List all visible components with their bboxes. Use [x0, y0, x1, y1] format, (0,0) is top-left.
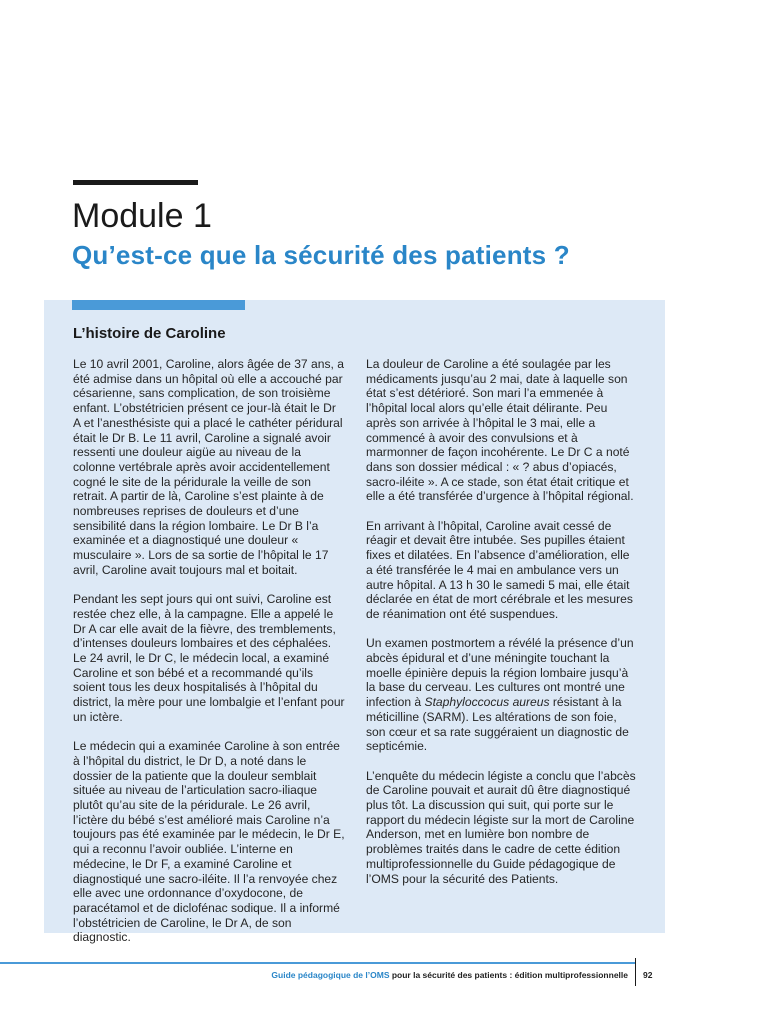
- footer-divider: [635, 958, 636, 986]
- module-title: Qu’est-ce que la sécurité des patients ?: [72, 240, 570, 270]
- footer-running-title: [271, 969, 628, 981]
- header-rule: [73, 180, 198, 185]
- story-paragraph: La douleur de Caroline a été soulagée par les médicaments jusqu’au 2 mai, date à laquelle son état s’est détérioré. Son mari l’a emmenée à l’hôpital local alors qu’elle était délirante. Peu après son arrivée à l’hôpital le 3 mai, elle a commencé à avoir des convulsions et à marmonner de façon incohérente. Le Dr C a noté dans son dossier médical : « ? abus d’opiacés, sacro-iléite ». A ce stade, son état était critique et elle a été transférée d’urgence à l’hôpital régional.: [366, 357, 634, 504]
- bacteria-name: Staphyloccocus aureus: [424, 695, 550, 710]
- story-paragraph: L’enquête du médecin légiste a conclu que l’abcès de Caroline pouvait et aurait dû être diagnostiqué plus tôt. La discussion qui suit, qui porte sur le rapport du médecin légiste sur la mort de Caroline Anderson, met en lumière bon nombre de problèmes traités dans le cadre de cette édition multiprofessionnelle du Guide pédagogique de l’OMS pour la sécurité des Patients.: [366, 768, 636, 886]
- footer-guide-subtitle: pour la sécurité des patients : édition multiprofessionnelle: [389, 970, 628, 980]
- case-study-accent-bar: [72, 300, 245, 310]
- story-paragraph: En arrivant à l’hôpital, Caroline avait cessé de réagir et devait être intubée. Ses pupilles étaient fixes et dilatées. En l’absence d’amélioration, elle a été transférée le 4 mai en ambulance vers un autre hôpital. A 13 h 30 le samedi 5 mai, elle était déclarée en état de mort cérébrale et les mesures de réanimation ont été suspendues.: [366, 518, 633, 621]
- story-text: résistant à la méticilline (SARM). Les altérations de son foie, son cœur et sa rate suggéraient un diagnostic de septicémie.: [366, 695, 629, 754]
- story-paragraph: Le médecin qui a examinée Caroline à son entrée à l’hôpital du district, le Dr D, a noté dans le dossier de la patiente que la douleur semblait située au niveau de l’articulation sacro-iliaque plutôt qu’au site de la péridurale. Le 26 avril, l’ictère du bébé s’est amélioré mais Caroline n’a toujours pas été examinée par le médecin, le Dr E, qui a reconnu l’avoir oubliée. L’interne en médecine, le Dr F, a examiné Caroline et diagnostiqué une sacro-iléite. Il l’a renvoyée chez elle avec une ordonnance d’oxydocone, de paracétamol et de diclofénac sodique. Il a informé l’obstétricien de Caroline, le Dr A, de son diagnostic.: [73, 739, 345, 945]
- case-study-heading: L’histoire de Caroline: [73, 325, 226, 342]
- story-left-column: [73, 357, 345, 945]
- story-paragraph: [366, 636, 638, 754]
- story-text: Un examen postmortem a révélé la présence d’un abcès épidural et d’une méningite touchant la moelle épinière depuis la région lombaire jusqu’à la base du cerveau. Les cultures ont montré une infection à: [366, 636, 634, 710]
- footer-guide-name: Guide pédagogique de l’OMS: [271, 970, 390, 980]
- story-paragraph: Le 10 avril 2001, Caroline, alors âgée de 37 ans, a été admise dans un hôpital où elle a accouché par césarienne, sans complication, de son troisième enfant. L’obstétricien présent ce jour-là était le Dr A et l’anesthésiste qui a placé le cathéter péridural était le Dr B. Le 11 avril, Caroline a signalé avoir ressenti une douleur aigüe au niveau de la colonne vertébrale après avoir accidentellement cogné le site de la péridurale la veille de son retrait. A partir de là, Caroline s’est plainte à de nombreuses reprises de douleurs et d’une sensibilité dans la région lombaire. Le Dr B l’a examinée et a diagnostiqué une douleur « musculaire ». Lors de sa sortie de l’hôpital le 17 avril, Caroline avait toujours mal et boitait.: [73, 357, 344, 577]
- story-paragraph: Pendant les sept jours qui ont suivi, Caroline est restée chez elle, à la campagne. Elle a appelé le Dr A car elle avait de la fièvre, des tremblements, d’intenses douleurs lombaires et des céphalées. Le 24 avril, le Dr C, le médecin local, a examiné Caroline et son bébé et a recommandé qu’ils soient tous les deux hospitalisés à l’hôpital du district, la mère pour une lombalgie et l’enfant pour un ictère.: [73, 592, 345, 724]
- story-right-column: [366, 357, 638, 886]
- page-number: 92: [643, 970, 653, 980]
- footer-rule: [0, 962, 636, 964]
- module-label: Module 1: [72, 197, 212, 235]
